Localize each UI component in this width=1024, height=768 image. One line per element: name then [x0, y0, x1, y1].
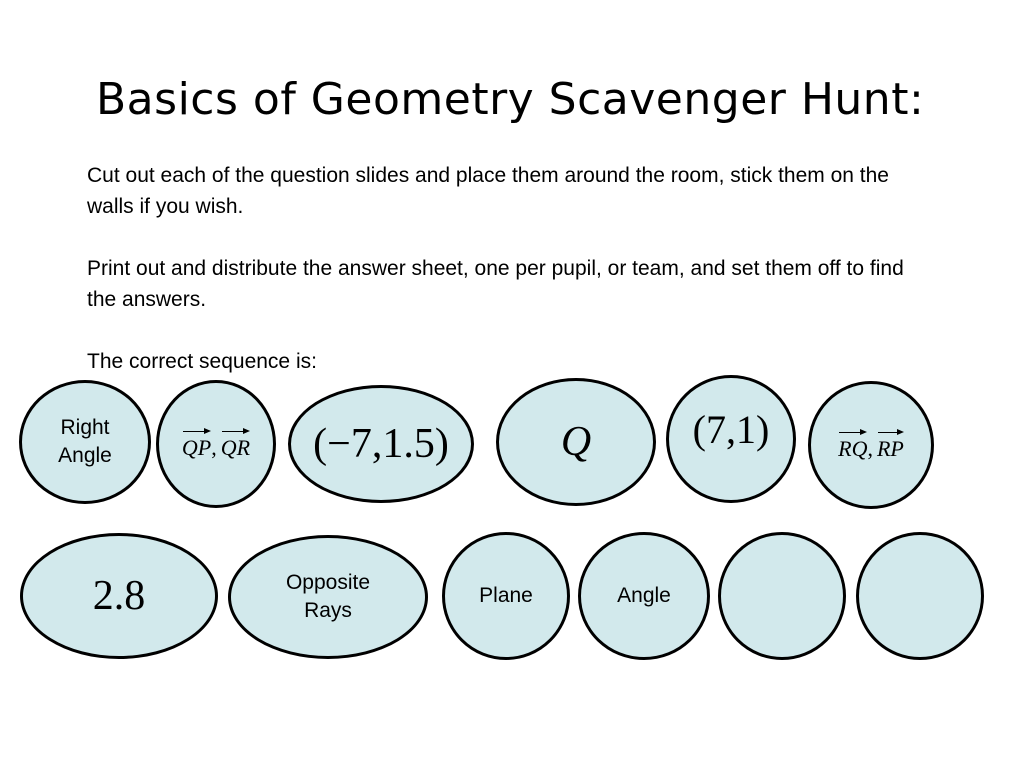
answer-bubble-right-angle [19, 380, 151, 504]
answer-label: Angle [617, 584, 671, 607]
ray-qp: QP [182, 427, 211, 461]
answer-label: Q [560, 419, 592, 465]
answer-bubble-opposite-rays [228, 535, 428, 659]
ray-rq: RQ [838, 428, 867, 462]
ray-rp: RP [877, 428, 904, 462]
answer-label: Right Angle [58, 416, 112, 467]
ray-pair: QP , QR [182, 427, 250, 461]
answer-bubble-angle [578, 532, 710, 660]
answer-label: (7,1) [692, 406, 770, 452]
ray-qr: QR [221, 427, 250, 461]
answer-label: Opposite Rays [285, 571, 371, 622]
answer-label: 2.8 [92, 573, 146, 619]
answer-bubble-rays-rq-rp [808, 381, 934, 509]
answer-bubble-point-neg7-1-5 [288, 385, 474, 503]
instructions [87, 160, 907, 408]
answer-label: (−7,1.5) [313, 421, 449, 467]
page-title: Basics of Geometry Scavenger Hunt: [96, 74, 925, 125]
instruction-print-out: Print out and distribute the answer sheet, one per pupil, or team, and set them off to find the answers. [87, 257, 904, 311]
answer-bubble-value-2-8 [20, 533, 218, 659]
instruction-cut-out: Cut out each of the question slides and place them around the room, stick them on the walls if you wish. [87, 164, 889, 218]
instruction-sequence-intro: The correct sequence is: [87, 350, 317, 373]
answer-bubble-point-7-1 [666, 375, 796, 503]
ray-pair: RQ , RP [838, 428, 904, 462]
answer-bubble-rays-qp-qr [156, 380, 276, 508]
answer-bubble-point-q [496, 378, 656, 506]
answer-label: Plane [479, 584, 533, 607]
answer-bubble-blank-1 [718, 532, 846, 660]
answer-bubble-blank-2 [856, 532, 984, 660]
answer-bubble-plane [442, 532, 570, 660]
